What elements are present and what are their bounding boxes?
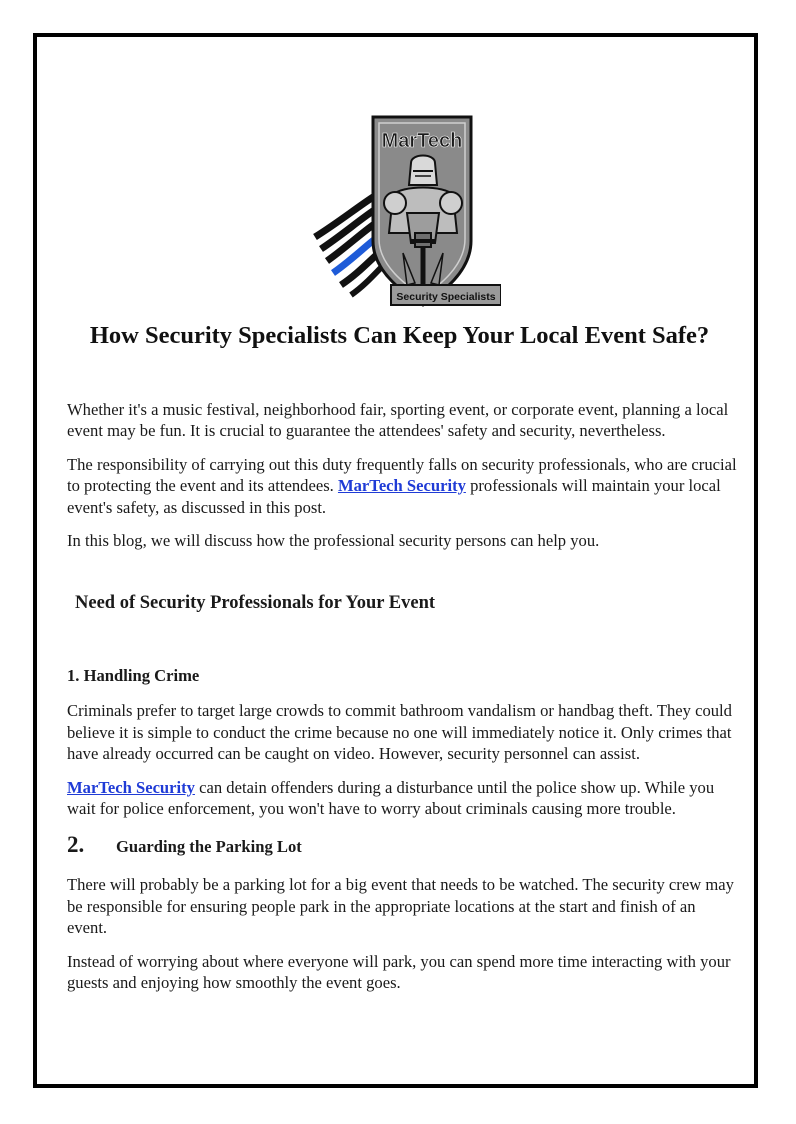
article-title: How Security Specialists Can Keep Your Local Event Safe? <box>89 322 710 349</box>
paragraph-text: can detain offenders during a disturbance until the police show up. While you wait for police enforcement, you won't have to worry about criminals causing more trouble. <box>67 777 715 819</box>
paragraph-text: professionals will maintain your local event's safety, as discussed in this post. <box>67 476 721 517</box>
section-heading: Need of Security Professionals for Your Event <box>75 593 436 614</box>
item-2-number: 2. <box>67 832 85 858</box>
svg-text:Security Specialists: Security Specialists <box>396 291 496 303</box>
svg-text:MarTech: MarTech <box>381 130 463 152</box>
item-2-heading <box>67 831 737 861</box>
paragraph-blog-intro: In this blog, we will discuss how the professional security persons can help you. <box>67 531 600 551</box>
martech-security-link[interactable]: MarTech Security <box>67 777 195 797</box>
martech-security-link[interactable]: MarTech Security <box>337 476 466 496</box>
item-2-title: Guarding the Parking Lot <box>116 837 302 857</box>
paragraph-responsibility <box>67 454 737 518</box>
tagline-banner <box>391 285 501 305</box>
item-1-heading: 1. Handling Crime <box>67 666 200 686</box>
article-body <box>67 399 737 1006</box>
paragraph-text: The responsibility of carrying out this duty frequently falls on security professionals, who are crucial to protecting the event and its attendees. <box>67 454 737 496</box>
intro-paragraph: Whether it's a music festival, neighborhood fair, sporting event, or corporate event, planning a local event may be fun. It is crucial to guarantee the attendees' safety and security, nevertheless. <box>67 400 729 441</box>
item-1-paragraph: Criminals prefer to target large crowds to commit bathroom vandalism or handbag theft. They could believe it is simple to conduct the crime because no one will immediately notice it. Only crimes that have already occurred can be caught on video. However, security personnel can assist. <box>67 701 732 764</box>
martech-logo <box>311 113 501 318</box>
page-frame <box>33 33 758 1088</box>
item-2-paragraph-2: Instead of worrying about where everyone will park, you can spend more time interacting with your guests and enjoying how smoothly the event goes. <box>67 951 731 993</box>
item-1-paragraph-2 <box>67 777 737 820</box>
item-2-paragraph-1: There will probably be a parking lot for a big event that needs to be watched. The security crew may be responsible for ensuring people park in the appropriate locations at the start and finish of an event. <box>67 875 734 938</box>
